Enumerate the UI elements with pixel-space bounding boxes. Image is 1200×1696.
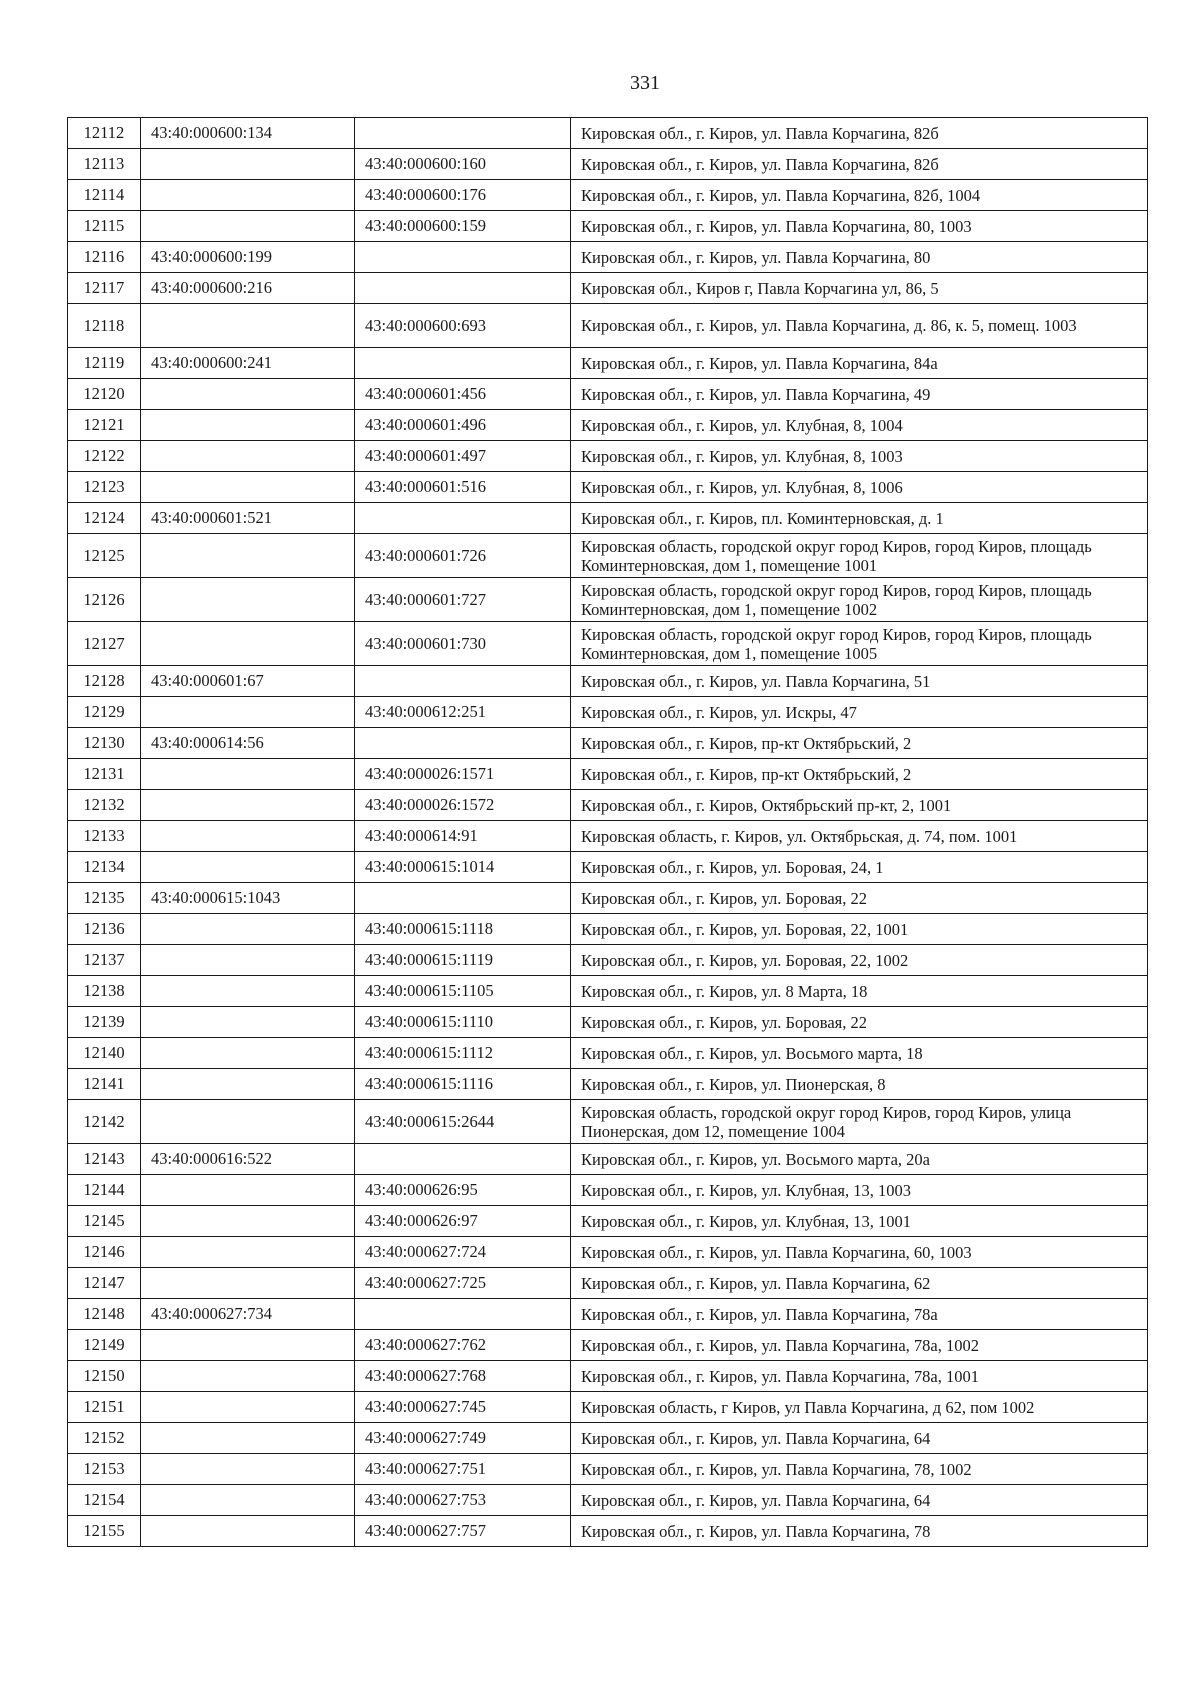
row-number-cell: 12123: [68, 472, 141, 503]
row-number-cell: 12116: [68, 242, 141, 273]
object-number-cell: [355, 1144, 571, 1175]
table-row: [68, 1361, 1148, 1392]
parcel-number-cell: [141, 1330, 355, 1361]
address-cell: Кировская обл., г. Киров, ул. Павла Корчагина, 78: [571, 1516, 1148, 1547]
address-cell: Кировская обл., г. Киров, ул. Павла Корчагина, д. 86, к. 5, помещ. 1003: [571, 304, 1148, 348]
object-number-cell: 43:40:000026:1571: [355, 759, 571, 790]
row-number-cell: 12144: [68, 1175, 141, 1206]
address-cell: Кировская обл., г. Киров, ул. Боровая, 22: [571, 1007, 1148, 1038]
address-cell: Кировская обл., г. Киров, ул. Павла Корчагина, 78, 1002: [571, 1454, 1148, 1485]
object-number-cell: 43:40:000614:91: [355, 821, 571, 852]
object-number-cell: 43:40:000615:1119: [355, 945, 571, 976]
table-row: [68, 1038, 1148, 1069]
table-row: [68, 1268, 1148, 1299]
parcel-number-cell: [141, 379, 355, 410]
object-number-cell: [355, 503, 571, 534]
object-number-cell: 43:40:000612:251: [355, 697, 571, 728]
table-row: [68, 211, 1148, 242]
row-number-cell: 12121: [68, 410, 141, 441]
parcel-number-cell: 43:40:000627:734: [141, 1299, 355, 1330]
parcel-number-cell: 43:40:000600:199: [141, 242, 355, 273]
row-number-cell: 12142: [68, 1100, 141, 1144]
table-row: [68, 1454, 1148, 1485]
parcel-number-cell: [141, 1485, 355, 1516]
table-row: [68, 348, 1148, 379]
address-cell: Кировская обл., г. Киров, ул. 8 Марта, 18: [571, 976, 1148, 1007]
address-cell: Кировская обл., г. Киров, ул. Павла Корчагина, 82б, 1004: [571, 180, 1148, 211]
row-number-cell: 12133: [68, 821, 141, 852]
parcel-number-cell: [141, 1516, 355, 1547]
address-cell: Кировская область, городской округ город Киров, город Киров, площадь Коминтерновская, дом 1, помещение 1002: [571, 578, 1148, 622]
table-row: [68, 697, 1148, 728]
object-number-cell: [355, 118, 571, 149]
parcel-number-cell: [141, 149, 355, 180]
row-number-cell: 12114: [68, 180, 141, 211]
address-cell: Кировская обл., г. Киров, пр-кт Октябрьский, 2: [571, 759, 1148, 790]
address-cell: Кировская обл., г. Киров, ул. Боровая, 22: [571, 883, 1148, 914]
object-number-cell: 43:40:000615:1105: [355, 976, 571, 1007]
row-number-cell: 12119: [68, 348, 141, 379]
parcel-number-cell: [141, 1038, 355, 1069]
parcel-number-cell: [141, 697, 355, 728]
parcel-number-cell: [141, 211, 355, 242]
object-number-cell: 43:40:000627:757: [355, 1516, 571, 1547]
table-row: [68, 1299, 1148, 1330]
table-row: [68, 118, 1148, 149]
table-row: [68, 1100, 1148, 1144]
address-cell: Кировская обл., г. Киров, пл. Коминтерновская, д. 1: [571, 503, 1148, 534]
row-number-cell: 12141: [68, 1069, 141, 1100]
object-number-cell: [355, 348, 571, 379]
table-row: [68, 180, 1148, 211]
address-cell: Кировская обл., г. Киров, ул. Павла Корчагина, 49: [571, 379, 1148, 410]
table-row: [68, 1423, 1148, 1454]
row-number-cell: 12149: [68, 1330, 141, 1361]
parcel-number-cell: [141, 410, 355, 441]
table-row: [68, 945, 1148, 976]
object-number-cell: [355, 273, 571, 304]
row-number-cell: 12140: [68, 1038, 141, 1069]
page-number: 331: [630, 72, 660, 94]
object-number-cell: 43:40:000600:693: [355, 304, 571, 348]
object-number-cell: [355, 242, 571, 273]
parcel-number-cell: [141, 472, 355, 503]
table-row: [68, 1392, 1148, 1423]
row-number-cell: 12129: [68, 697, 141, 728]
address-cell: Кировская обл., г. Киров, Октябрьский пр-кт, 2, 1001: [571, 790, 1148, 821]
row-number-cell: 12150: [68, 1361, 141, 1392]
address-cell: Кировская обл., г. Киров, ул. Пионерская, 8: [571, 1069, 1148, 1100]
parcel-number-cell: 43:40:000614:56: [141, 728, 355, 759]
row-number-cell: 12126: [68, 578, 141, 622]
row-number-cell: 12152: [68, 1423, 141, 1454]
address-cell: Кировская обл., г. Киров, пр-кт Октябрьский, 2: [571, 728, 1148, 759]
table-row: [68, 534, 1148, 578]
table-row: [68, 410, 1148, 441]
row-number-cell: 12135: [68, 883, 141, 914]
address-cell: Кировская обл., г. Киров, ул. Павла Корчагина, 80, 1003: [571, 211, 1148, 242]
object-number-cell: [355, 728, 571, 759]
parcel-number-cell: 43:40:000601:521: [141, 503, 355, 534]
address-cell: Кировская обл., г. Киров, ул. Павла Корчагина, 62: [571, 1268, 1148, 1299]
table-row: [68, 242, 1148, 273]
parcel-number-cell: [141, 914, 355, 945]
parcel-number-cell: [141, 180, 355, 211]
table-row: [68, 914, 1148, 945]
address-cell: Кировская обл., г. Киров, ул. Павла Корчагина, 64: [571, 1485, 1148, 1516]
parcel-number-cell: [141, 1361, 355, 1392]
parcel-number-cell: [141, 304, 355, 348]
object-number-cell: 43:40:000615:1118: [355, 914, 571, 945]
row-number-cell: 12148: [68, 1299, 141, 1330]
object-number-cell: 43:40:000601:496: [355, 410, 571, 441]
row-number-cell: 12127: [68, 622, 141, 666]
row-number-cell: 12154: [68, 1485, 141, 1516]
address-cell: Кировская обл., г. Киров, ул. Восьмого марта, 18: [571, 1038, 1148, 1069]
row-number-cell: 12124: [68, 503, 141, 534]
table-row: [68, 441, 1148, 472]
parcel-number-cell: [141, 790, 355, 821]
parcel-number-cell: [141, 976, 355, 1007]
object-number-cell: 43:40:000600:160: [355, 149, 571, 180]
table-row: [68, 759, 1148, 790]
table-row: [68, 622, 1148, 666]
parcel-number-cell: [141, 1454, 355, 1485]
object-number-cell: 43:40:000615:1112: [355, 1038, 571, 1069]
table-row: [68, 1237, 1148, 1268]
row-number-cell: 12143: [68, 1144, 141, 1175]
address-cell: Кировская обл., г. Киров, ул. Павла Корчагина, 78а, 1002: [571, 1330, 1148, 1361]
parcel-number-cell: 43:40:000600:134: [141, 118, 355, 149]
row-number-cell: 12131: [68, 759, 141, 790]
table-row: [68, 1330, 1148, 1361]
parcel-number-cell: [141, 821, 355, 852]
address-cell: Кировская обл., г. Киров, ул. Боровая, 22, 1002: [571, 945, 1148, 976]
parcel-number-cell: [141, 1423, 355, 1454]
row-number-cell: 12138: [68, 976, 141, 1007]
address-cell: Кировская обл., Киров г, Павла Корчагина ул, 86, 5: [571, 273, 1148, 304]
parcel-number-cell: [141, 1392, 355, 1423]
address-cell: Кировская обл., г. Киров, ул. Клубная, 8, 1003: [571, 441, 1148, 472]
registry-table: [67, 117, 1148, 1547]
address-cell: Кировская обл., г. Киров, ул. Клубная, 8, 1006: [571, 472, 1148, 503]
object-number-cell: [355, 666, 571, 697]
row-number-cell: 12115: [68, 211, 141, 242]
table-row: [68, 1485, 1148, 1516]
object-number-cell: [355, 1299, 571, 1330]
address-cell: Кировская обл., г. Киров, ул. Искры, 47: [571, 697, 1148, 728]
table-row: [68, 379, 1148, 410]
table-row: [68, 578, 1148, 622]
address-cell: Кировская обл., г. Киров, ул. Павла Корчагина, 82б: [571, 149, 1148, 180]
row-number-cell: 12112: [68, 118, 141, 149]
address-cell: Кировская обл., г. Киров, ул. Боровая, 22, 1001: [571, 914, 1148, 945]
row-number-cell: 12137: [68, 945, 141, 976]
parcel-number-cell: 43:40:000616:522: [141, 1144, 355, 1175]
row-number-cell: 12139: [68, 1007, 141, 1038]
parcel-number-cell: [141, 1175, 355, 1206]
address-cell: Кировская обл., г. Киров, ул. Клубная, 13, 1001: [571, 1206, 1148, 1237]
table-row: [68, 1516, 1148, 1547]
address-cell: Кировская область, городской округ город Киров, город Киров, улица Пионерская, дом 12, помещение 1004: [571, 1100, 1148, 1144]
table-row: [68, 149, 1148, 180]
parcel-number-cell: [141, 945, 355, 976]
address-cell: Кировская область, г. Киров, ул. Октябрьская, д. 74, пом. 1001: [571, 821, 1148, 852]
row-number-cell: 12128: [68, 666, 141, 697]
parcel-number-cell: 43:40:000600:241: [141, 348, 355, 379]
object-number-cell: 43:40:000615:1110: [355, 1007, 571, 1038]
object-number-cell: 43:40:000627:725: [355, 1268, 571, 1299]
row-number-cell: 12151: [68, 1392, 141, 1423]
table-row: [68, 852, 1148, 883]
object-number-cell: 43:40:000627:751: [355, 1454, 571, 1485]
row-number-cell: 12122: [68, 441, 141, 472]
parcel-number-cell: 43:40:000601:67: [141, 666, 355, 697]
object-number-cell: 43:40:000601:726: [355, 534, 571, 578]
row-number-cell: 12125: [68, 534, 141, 578]
row-number-cell: 12136: [68, 914, 141, 945]
address-cell: Кировская обл., г. Киров, ул. Павла Корчагина, 84а: [571, 348, 1148, 379]
object-number-cell: 43:40:000026:1572: [355, 790, 571, 821]
object-number-cell: 43:40:000615:2644: [355, 1100, 571, 1144]
object-number-cell: 43:40:000600:159: [355, 211, 571, 242]
object-number-cell: 43:40:000626:95: [355, 1175, 571, 1206]
object-number-cell: 43:40:000627:768: [355, 1361, 571, 1392]
parcel-number-cell: [141, 1237, 355, 1268]
row-number-cell: 12130: [68, 728, 141, 759]
row-number-cell: 12132: [68, 790, 141, 821]
table-row: [68, 1144, 1148, 1175]
object-number-cell: [355, 883, 571, 914]
row-number-cell: 12145: [68, 1206, 141, 1237]
object-number-cell: 43:40:000601:456: [355, 379, 571, 410]
row-number-cell: 12113: [68, 149, 141, 180]
registry-table-body: [68, 118, 1148, 1547]
row-number-cell: 12118: [68, 304, 141, 348]
object-number-cell: 43:40:000627:753: [355, 1485, 571, 1516]
object-number-cell: 43:40:000627:762: [355, 1330, 571, 1361]
parcel-number-cell: [141, 1268, 355, 1299]
table-row: [68, 666, 1148, 697]
row-number-cell: 12120: [68, 379, 141, 410]
table-row: [68, 503, 1148, 534]
address-cell: Кировская обл., г. Киров, ул. Павла Корчагина, 78а: [571, 1299, 1148, 1330]
object-number-cell: 43:40:000601:727: [355, 578, 571, 622]
address-cell: Кировская обл., г. Киров, ул. Павла Корчагина, 78а, 1001: [571, 1361, 1148, 1392]
object-number-cell: 43:40:000601:516: [355, 472, 571, 503]
address-cell: Кировская обл., г. Киров, ул. Клубная, 13, 1003: [571, 1175, 1148, 1206]
parcel-number-cell: [141, 1100, 355, 1144]
table-row: [68, 1069, 1148, 1100]
parcel-number-cell: [141, 578, 355, 622]
row-number-cell: 12146: [68, 1237, 141, 1268]
parcel-number-cell: [141, 852, 355, 883]
object-number-cell: 43:40:000601:497: [355, 441, 571, 472]
parcel-number-cell: [141, 622, 355, 666]
object-number-cell: 43:40:000615:1116: [355, 1069, 571, 1100]
parcel-number-cell: 43:40:000600:216: [141, 273, 355, 304]
table-row: [68, 273, 1148, 304]
object-number-cell: 43:40:000600:176: [355, 180, 571, 211]
object-number-cell: 43:40:000627:745: [355, 1392, 571, 1423]
parcel-number-cell: [141, 1069, 355, 1100]
table-row: [68, 883, 1148, 914]
table-row: [68, 472, 1148, 503]
parcel-number-cell: [141, 534, 355, 578]
row-number-cell: 12134: [68, 852, 141, 883]
table-row: [68, 976, 1148, 1007]
object-number-cell: 43:40:000627:724: [355, 1237, 571, 1268]
table-row: [68, 790, 1148, 821]
address-cell: Кировская обл., г. Киров, ул. Павла Корчагина, 80: [571, 242, 1148, 273]
row-number-cell: 12153: [68, 1454, 141, 1485]
table-row: [68, 821, 1148, 852]
object-number-cell: 43:40:000626:97: [355, 1206, 571, 1237]
row-number-cell: 12155: [68, 1516, 141, 1547]
address-cell: Кировская обл., г. Киров, ул. Павла Корчагина, 60, 1003: [571, 1237, 1148, 1268]
address-cell: Кировская обл., г. Киров, ул. Восьмого марта, 20а: [571, 1144, 1148, 1175]
parcel-number-cell: 43:40:000615:1043: [141, 883, 355, 914]
row-number-cell: 12147: [68, 1268, 141, 1299]
address-cell: Кировская обл., г. Киров, ул. Павла Корчагина, 82б: [571, 118, 1148, 149]
row-number-cell: 12117: [68, 273, 141, 304]
parcel-number-cell: [141, 1206, 355, 1237]
address-cell: Кировская обл., г. Киров, ул. Клубная, 8, 1004: [571, 410, 1148, 441]
address-cell: Кировская область, городской округ город Киров, город Киров, площадь Коминтерновская, дом 1, помещение 1001: [571, 534, 1148, 578]
parcel-number-cell: [141, 759, 355, 790]
parcel-number-cell: [141, 441, 355, 472]
table-row: [68, 1175, 1148, 1206]
address-cell: Кировская обл., г. Киров, ул. Боровая, 24, 1: [571, 852, 1148, 883]
table-row: [68, 1206, 1148, 1237]
object-number-cell: 43:40:000615:1014: [355, 852, 571, 883]
parcel-number-cell: [141, 1007, 355, 1038]
table-row: [68, 304, 1148, 348]
address-cell: Кировская обл., г. Киров, ул. Павла Корчагина, 51: [571, 666, 1148, 697]
object-number-cell: 43:40:000627:749: [355, 1423, 571, 1454]
address-cell: Кировская обл., г. Киров, ул. Павла Корчагина, 64: [571, 1423, 1148, 1454]
object-number-cell: 43:40:000601:730: [355, 622, 571, 666]
table-row: [68, 1007, 1148, 1038]
table-row: [68, 728, 1148, 759]
address-cell: Кировская область, городской округ город Киров, город Киров, площадь Коминтерновская, дом 1, помещение 1005: [571, 622, 1148, 666]
address-cell: Кировская область, г Киров, ул Павла Корчагина, д 62, пом 1002: [571, 1392, 1148, 1423]
